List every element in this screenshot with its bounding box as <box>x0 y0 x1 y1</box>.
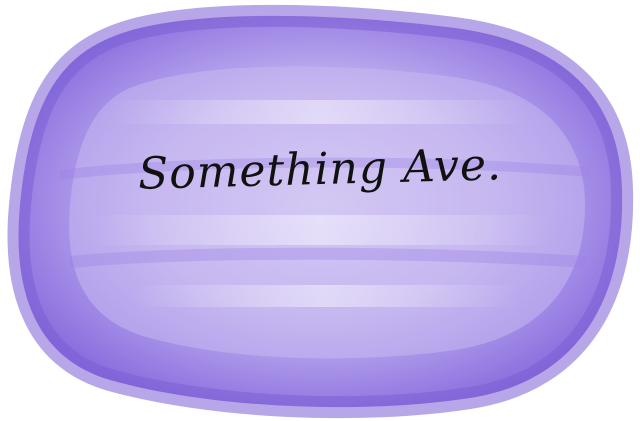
brush-streak <box>90 215 550 245</box>
brush-streak <box>130 285 520 307</box>
brush-streak <box>110 100 530 124</box>
handwritten-label: Something Ave. <box>137 139 503 200</box>
